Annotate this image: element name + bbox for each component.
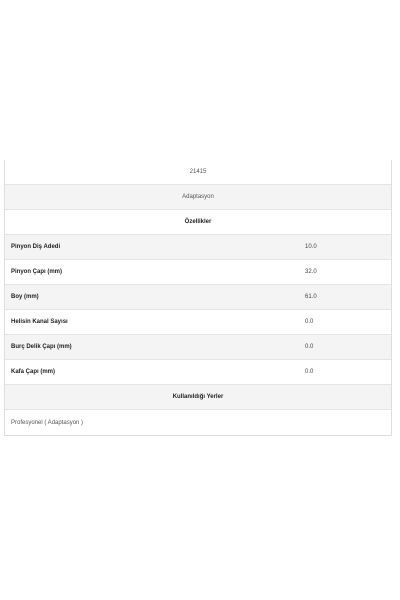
feature-value: 32.0 [305, 269, 317, 275]
usage-header-row [5, 385, 391, 410]
feature-row [5, 260, 391, 285]
feature-row [5, 360, 391, 385]
feature-label: Kafa Çapı (mm) [11, 369, 56, 375]
feature-label: Burç Delik Çapı (mm) [11, 344, 72, 350]
feature-label: Boy (mm) [11, 294, 39, 300]
spec-table [4, 160, 392, 436]
feature-row [5, 235, 391, 260]
feature-value: 0.0 [305, 319, 314, 325]
feature-value: 61.0 [305, 294, 317, 300]
product-code-row [5, 160, 391, 185]
features-header: Özellikler [184, 219, 212, 225]
product-code: 21415 [189, 169, 207, 175]
feature-label: Helisin Kanal Sayısı [11, 319, 68, 325]
feature-row [5, 335, 391, 360]
product-category: Adaptasyon [182, 194, 214, 200]
usage-header: Kullanıldığı Yerler [172, 394, 224, 400]
feature-value: 0.0 [305, 369, 314, 375]
feature-row [5, 310, 391, 335]
category-row [5, 185, 391, 210]
features-header-row [5, 210, 391, 235]
usage-row [5, 410, 391, 435]
feature-label: Pinyon Diş Adedi [11, 244, 61, 250]
feature-value: 0.0 [305, 344, 314, 350]
feature-label: Pinyon Çapı (mm) [11, 269, 63, 275]
usage-value: Profesyonel ( Adaptasyon ) [11, 419, 84, 426]
feature-value: 10.0 [305, 244, 317, 250]
feature-row [5, 285, 391, 310]
